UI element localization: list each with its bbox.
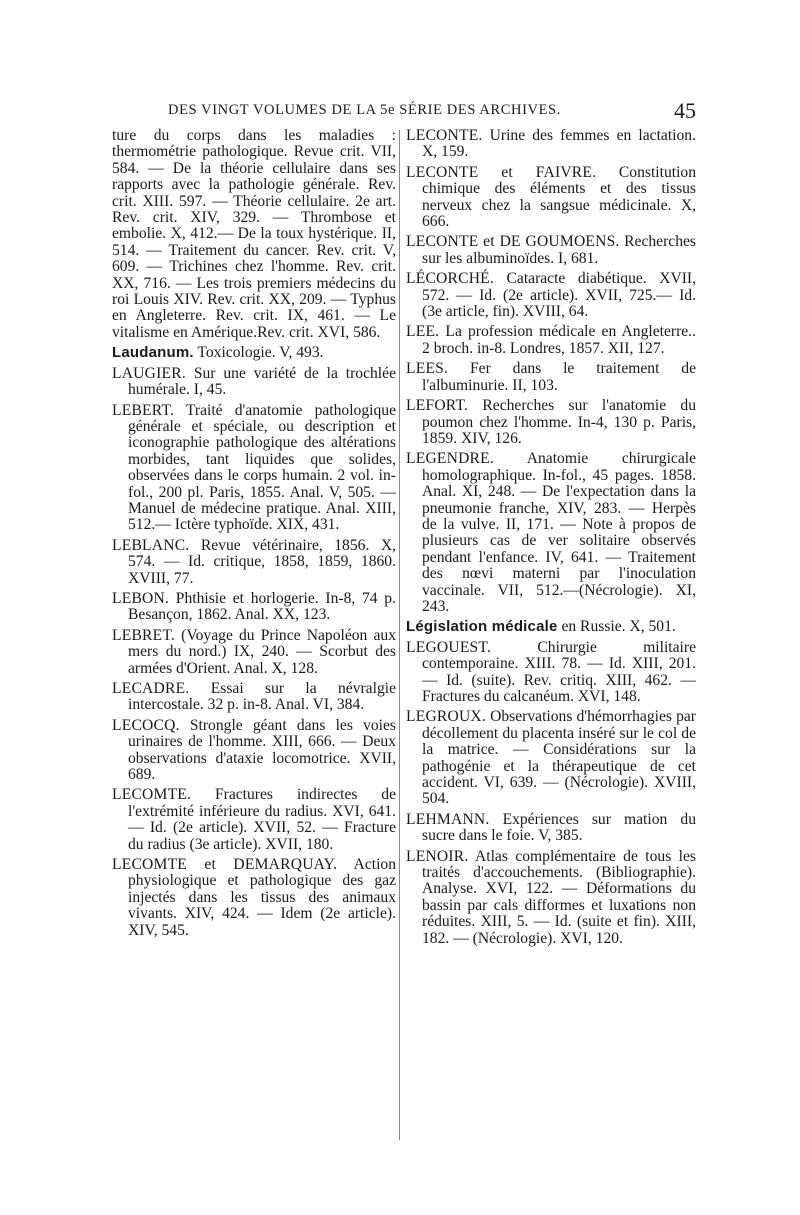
index-entry bbox=[406, 640, 696, 706]
entry-heading: LEGROUX. bbox=[406, 708, 486, 726]
entry-heading: LEES. bbox=[406, 360, 449, 378]
entry-heading: Laudanum. bbox=[112, 344, 194, 362]
index-entry bbox=[112, 718, 396, 784]
index-entry bbox=[112, 366, 396, 399]
entry-heading: LECONTE. bbox=[406, 127, 483, 144]
index-entry bbox=[406, 128, 696, 161]
right-column bbox=[406, 128, 696, 951]
entry-body: en Russie. X, 501. bbox=[557, 618, 676, 636]
index-entry bbox=[406, 619, 696, 635]
index-entry bbox=[112, 128, 396, 341]
entry-heading: LEGENDRE. bbox=[406, 450, 494, 468]
entry-heading: LECOCQ. bbox=[112, 716, 180, 734]
index-entry bbox=[406, 271, 696, 320]
entry-body: Urine des femmes en lactation. X, 159. bbox=[422, 127, 696, 161]
index-entry bbox=[406, 361, 696, 394]
entry-heading: LEFORT. bbox=[406, 397, 469, 415]
entry-body: Revue vétérinaire, 1856. X, 574. — Id. critique, 1858, 1859, 1860. XVIII, 77. bbox=[128, 536, 396, 587]
index-entry bbox=[112, 787, 396, 853]
entry-heading: LÉCORCHÉ. bbox=[406, 270, 494, 288]
entry-heading: LEBON. bbox=[112, 589, 170, 607]
entry-heading: LEBLANC. bbox=[112, 536, 190, 554]
entry-heading: LEGOUEST. bbox=[406, 638, 492, 656]
index-entry bbox=[112, 591, 396, 624]
entry-heading: Législation médicale bbox=[406, 618, 558, 636]
page-number: 45 bbox=[674, 98, 696, 123]
entry-body: Atlas complémentaire de tous les traités d'accouchements. (Bibliographie). Analyse. XVI, 122. — Déformations du bassin par cals difformes et luxations non réduites. XIII, 5. — Id. (suite et fin). XIII, 182. — (Nécrologie). XVI, 120. bbox=[422, 847, 696, 947]
entry-body: Recherches sur les albuminoïdes. I, 681. bbox=[422, 233, 696, 267]
entry-body: Expériences sur mation du sucre dans le foie. V, 385. bbox=[422, 810, 696, 845]
entry-heading: LENOIR. bbox=[406, 847, 469, 865]
entry-body: Cataracte diabétique. XVII, 572. — Id. (2e article). XVII, 725.— Id. (3e article, fin). XVIII, 64. bbox=[422, 270, 696, 321]
entry-body: (Voyage du Prince Napoléon aux mers du nord.) IX, 240. — Scorbut des armées d'Orient. Anal. X, 128. bbox=[128, 626, 396, 677]
index-entry bbox=[112, 538, 396, 587]
entry-heading: LAUGIER. bbox=[112, 364, 186, 382]
entry-body: Toxicologie. V, 493. bbox=[193, 344, 324, 362]
entry-body: Anatomie chirurgicale homolographique. In-fol., 45 pages. 1858. Anal. XI, 248. — De l'expectation dans la pneumonie franche, XIV, 283. — Herpès de la vulve. II, 171. — Note à propos de plusieurs cas de ver solitaire observés pendant l'enfance. IV, 641. — Traitement des nœvi materni par l'inoculation vaccinale. VII, 512.—(Nécrologie). XI, 243. bbox=[422, 450, 696, 615]
index-entry bbox=[406, 324, 696, 357]
entry-body: Traité d'anatomie pathologique générale et spéciale, ou description et iconographie pathologique des altérations morbides, tant liquides que solides, observées dans le corps humain. 2 vol. in-fol., 200 pl. Paris, 1855. Anal. V, 505. — Manuel de médecine pratique. Anal. XIII, 512.— Ictère typhoïde. XIX, 431. bbox=[128, 401, 396, 534]
entry-heading: LECONTE et FAIVRE. bbox=[406, 163, 597, 181]
entry-body: Phthisie et horlogerie. In-8, 74 p. Besançon, 1862. Anal. XX, 123. bbox=[128, 589, 396, 624]
entry-body: Essai sur la névralgie intercostale. 32 p. in-8. Anal. VI, 384. bbox=[128, 680, 396, 714]
entry-body: Strongle géant dans les voies urinaires de l'homme. XIII, 666. — Deux observations d'ataxie locomotrice. XVII, 689. bbox=[128, 716, 396, 784]
entry-body: Recherches sur l'anatomie du poumon chez l'homme. In-4, 130 p. Paris, 1859. XIV, 126. bbox=[422, 397, 696, 447]
entry-heading: LEBRET. bbox=[112, 626, 176, 644]
entry-heading: LECADRE. bbox=[112, 680, 190, 697]
index-entry bbox=[406, 234, 696, 267]
index-entry bbox=[406, 451, 696, 615]
entry-body: Sur une variété de la trochlée humérale. I, 45. bbox=[128, 364, 396, 399]
index-entry bbox=[406, 849, 696, 947]
entry-body: Observations d'hémorrhagies par décollement du placenta inséré sur le col de la matrice. — Considérations sur la pathogénie et la thérapeutique de cet accident. VI, 639. — (Nécrologie). XVIII, 504. bbox=[422, 708, 696, 808]
entry-body: La profession médicale en Angleterre.. 2 broch. in-8. Londres, 1857. XII, 127. bbox=[422, 323, 696, 357]
entry-heading: LEBERT. bbox=[112, 401, 175, 419]
index-entry bbox=[112, 857, 396, 939]
index-entry bbox=[112, 403, 396, 534]
entry-body: Action physiologique et pathologique des gaz injectés dans les tissus des animaux vivants. XIV, 424. — Idem (2e article). XIV, 545. bbox=[128, 856, 396, 939]
index-entry bbox=[112, 345, 396, 361]
entry-heading: LEHMANN. bbox=[406, 810, 490, 828]
entry-body: Fer dans le traitement de l'albuminurie. II, 103. bbox=[422, 360, 696, 394]
column-divider bbox=[399, 130, 400, 1140]
index-entry bbox=[406, 398, 696, 447]
index-entry bbox=[112, 628, 396, 677]
left-column bbox=[112, 128, 396, 943]
entry-heading: LECONTE et DE GOUMOENS. bbox=[406, 233, 620, 251]
running-title: DES VINGT VOLUMES DE LA 5e SÉRIE DES ARCHIVES. bbox=[168, 102, 561, 118]
index-entry bbox=[406, 709, 696, 807]
entry-body: Constitution chimique des éléments et des tissus nerveux chez la sangsue médicinale. X, 666. bbox=[422, 163, 696, 231]
entry-heading: LECOMTE. bbox=[112, 786, 192, 804]
index-entry bbox=[112, 681, 396, 714]
entry-heading: LEE. bbox=[406, 323, 440, 341]
index-entry bbox=[406, 165, 696, 231]
page-header bbox=[168, 98, 696, 124]
entry-heading: LECOMTE et DEMARQUAY. bbox=[112, 856, 338, 874]
index-entry bbox=[406, 812, 696, 845]
entry-body: Fractures indirectes de l'extrémité inférieure du radius. XVI, 641. — Id. (2e article). XVII, 52. — Fracture du radius (3e article). XVII, 180. bbox=[128, 786, 396, 853]
entry-body: ture du corps dans les maladies : thermométrie pathologique. Revue crit. VII, 584. — De la théorie cellulaire dans ses rapports avec la pathologie générale. Rev. crit. XIII. 597. — Théorie cellulaire. 2e art. Rev. crit. XIV, 329. — Thrombose et embolie. X, 412.— De la toux hystérique. II, 514. — Traitement du cancer. Rev. crit. V, 609. — Trichines chez l'homme. Rev. crit. XX, 716. — Les trois premiers médecins du roi Louis XIV. Rev. crit. XX, 209. — Typhus en Angleterre. Rev. crit. IX, 461. — Le vitalisme en Amérique.Rev. crit. XVI, 586. bbox=[112, 127, 396, 341]
entry-body: Chirurgie militaire contemporaine. XIII. 78. — Id. XIII, 201. — Id. (suite). Rev. critiq. XIII, 462. — Fractures du calcanéum. XVI, 148. bbox=[422, 638, 696, 705]
